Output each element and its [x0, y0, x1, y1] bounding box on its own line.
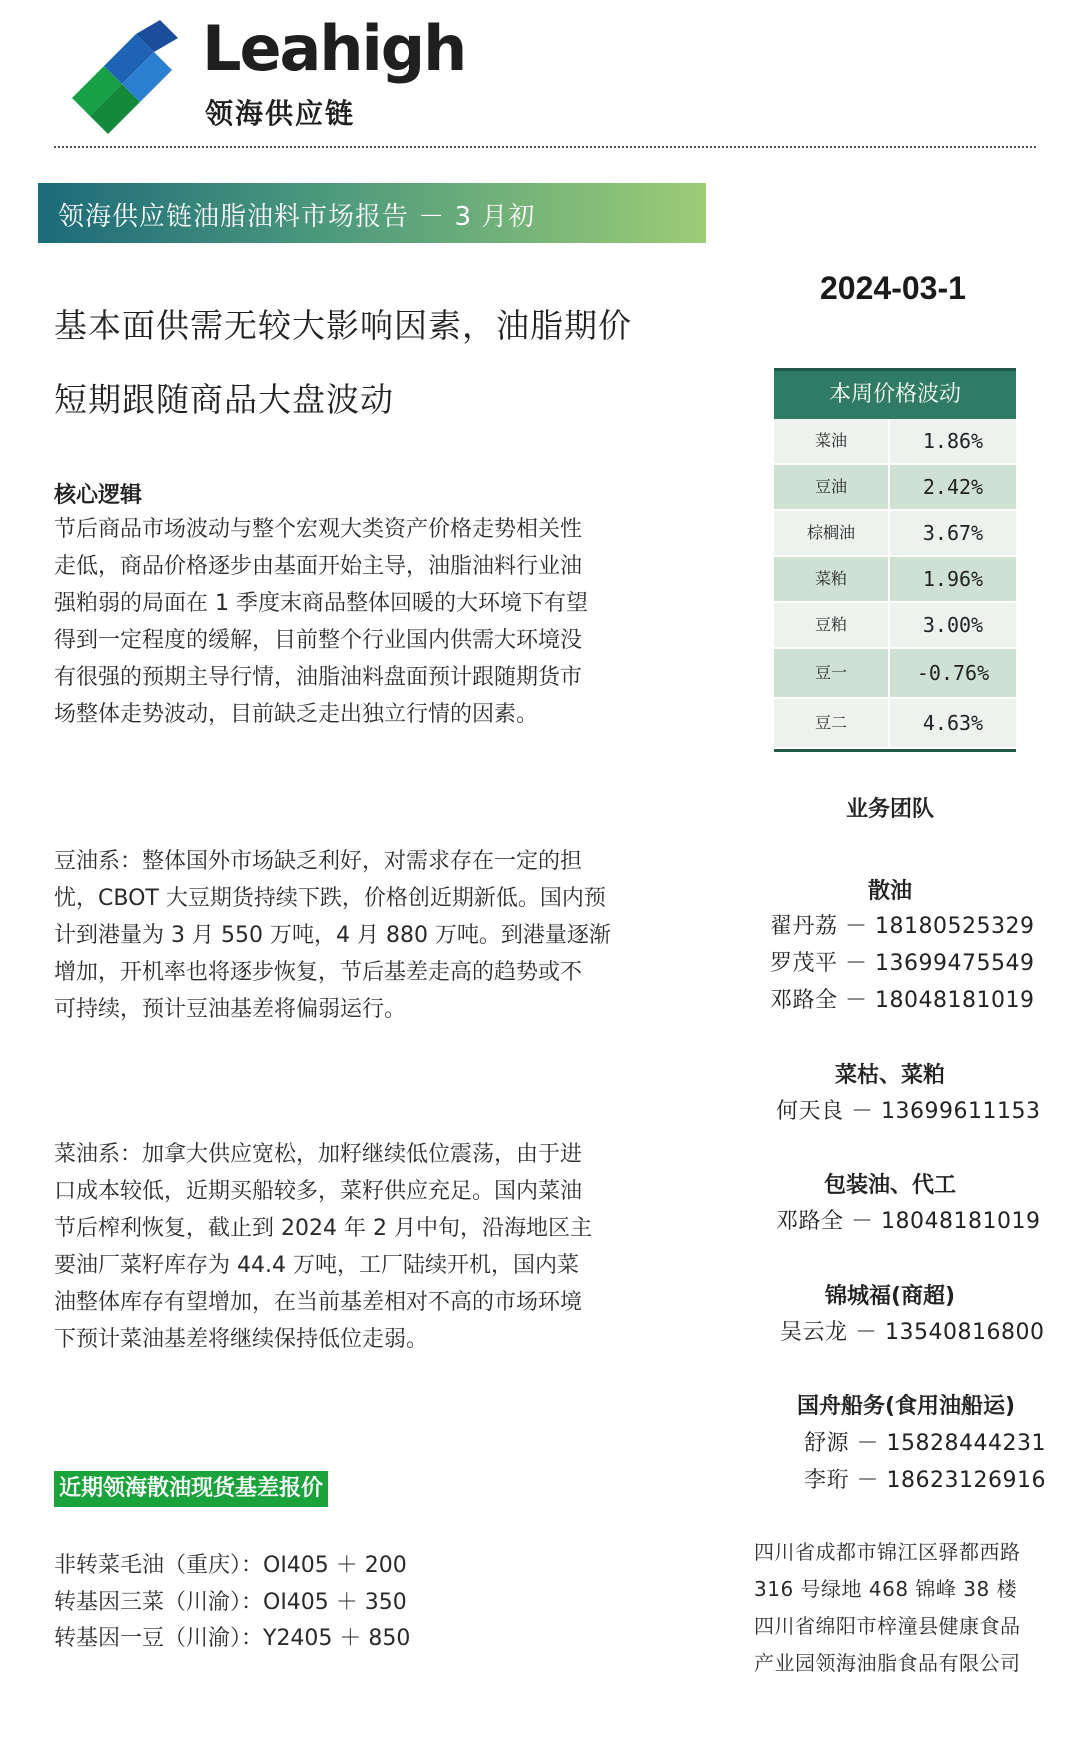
- text-line: 油整体库存有望增加，在当前基差相对不高的市场环境: [54, 1290, 583, 1315]
- price-change-value: 1.96%: [922, 567, 984, 591]
- contact-line: 何天良 － 13699611153: [776, 1099, 1041, 1124]
- commodity-name: 棕榈油: [774, 511, 890, 555]
- address-line: 四川省绵阳市梓潼县健康食品: [754, 1614, 1021, 1638]
- commodity-name: 菜油: [774, 419, 890, 463]
- basis-quote-line: 转基因三菜（川渝）：OI405 ＋ 350: [54, 1590, 407, 1615]
- price-change-table: [774, 368, 1016, 752]
- price-change-value: 1.86%: [922, 429, 984, 453]
- text-line: 计到港量为 3 月 550 万吨，4 月 880 万吨。到港量逐渐: [54, 923, 611, 948]
- table-row: [774, 649, 1016, 699]
- logo-wordmark: Leahigh: [202, 12, 466, 85]
- headline-line-2: 短期跟随商品大盘波动: [54, 380, 394, 419]
- rapeseed-oil-paragraph: [54, 1136, 654, 1358]
- text-line: 口成本较低，近期买船较多，菜籽供应充足。国内菜油: [54, 1179, 583, 1204]
- group-title: 锦城福(商超): [824, 1284, 956, 1309]
- commodity-name: 豆粕: [774, 603, 890, 647]
- text-line: 豆油系：整体国外市场缺乏利好，对需求存在一定的担: [54, 849, 583, 874]
- address-line: 四川省成都市锦江区驿都西路: [754, 1540, 1021, 1564]
- leahigh-logo-mark: [64, 20, 189, 140]
- headline-line-1: 基本面供需无较大影响因素，油脂期价: [54, 306, 632, 345]
- text-line: 要油厂菜籽库存为 44.4 万吨，工厂陆续开机，国内菜: [54, 1253, 579, 1278]
- contact-line: 翟丹荔 － 18180525329: [770, 914, 1035, 939]
- contact-line: 舒源 － 15828444231: [804, 1431, 1046, 1456]
- price-change-value: -0.76%: [916, 661, 990, 685]
- table-row: [774, 465, 1016, 511]
- contact-line: 吴云龙 － 13540816800: [780, 1320, 1045, 1345]
- price-change-value: 4.63%: [922, 711, 984, 735]
- logo-chinese-name: 领海供应链: [205, 97, 356, 130]
- team-title: 业务团队: [845, 797, 934, 822]
- table-bottom-rule: [774, 749, 1016, 752]
- group-title: 菜枯、菜粕: [834, 1063, 945, 1088]
- basis-quote-line: 非转菜毛油（重庆）：OI405 ＋ 200: [54, 1553, 407, 1578]
- text-line: 菜油系：加拿大供应宽松，加籽继续低位震荡，由于进: [54, 1142, 583, 1167]
- text-line: 走低，商品价格逐步由基面开始主导，油脂油料行业油: [54, 554, 583, 579]
- group-title: 国舟船务(食用油船运): [796, 1394, 1016, 1419]
- basis-quote-title: 近期领海散油现货基差报价: [54, 1471, 328, 1507]
- header-divider: [54, 146, 1036, 148]
- price-change-value: 3.00%: [922, 613, 984, 637]
- text-line: 下预计菜油基差将继续保持低位走弱。: [54, 1327, 429, 1352]
- commodity-name: 豆一: [774, 649, 890, 697]
- address-line: 产业园领海油脂食品有限公司: [754, 1651, 1021, 1675]
- price-change-value: 3.67%: [922, 521, 984, 545]
- text-line: 强粕弱的局面在 1 季度末商品整体回暖的大环境下有望: [54, 591, 588, 616]
- contact-line: 罗茂平 － 13699475549: [770, 951, 1035, 976]
- address-line: 316 号绿地 468 锦峰 38 楼: [754, 1577, 1018, 1601]
- contact-line: 邓路全 － 18048181019: [770, 988, 1035, 1013]
- text-line: 节后榨利恢复，截止到 2024 年 2 月中旬，沿海地区主: [54, 1216, 592, 1241]
- table-row: [774, 511, 1016, 557]
- contact-line: 李珩 － 18623126916: [804, 1468, 1046, 1493]
- report-date: 2024-03-1: [820, 270, 966, 306]
- price-change-value: 2.42%: [922, 475, 984, 499]
- text-line: 得到一定程度的缓解，目前整个行业国内供需大环境没: [54, 628, 583, 653]
- soy-oil-paragraph: [54, 843, 654, 1028]
- group-title: 包装油、代工: [823, 1173, 956, 1198]
- table-row: [774, 557, 1016, 603]
- text-line: 场整体走势波动，目前缺乏走出独立行情的因素。: [54, 702, 539, 727]
- core-logic-paragraph: [54, 511, 654, 733]
- text-line: 可持续，预计豆油基差将偏弱运行。: [54, 997, 407, 1022]
- commodity-name: 豆二: [774, 699, 890, 747]
- price-table-title: 本周价格波动: [774, 368, 1016, 419]
- table-row: [774, 419, 1016, 465]
- basis-quote-line: 转基因一豆（川渝）：Y2405 ＋ 850: [54, 1626, 411, 1651]
- text-line: 节后商品市场波动与整个宏观大类资产价格走势相关性: [54, 517, 583, 542]
- table-row: [774, 603, 1016, 649]
- table-row: [774, 699, 1016, 749]
- core-logic-title: 核心逻辑: [54, 483, 143, 508]
- group-title: 散油: [867, 879, 912, 904]
- commodity-name: 菜粕: [774, 557, 890, 601]
- commodity-name: 豆油: [774, 465, 890, 509]
- text-line: 增加，开机率也将逐步恢复，节后基差走高的趋势或不: [54, 960, 583, 985]
- contact-line: 邓路全 － 18048181019: [776, 1209, 1041, 1234]
- text-line: 忧，CBOT 大豆期货持续下跌，价格创近期新低。国内预: [54, 886, 606, 911]
- report-banner-title: 领海供应链油脂油料市场报告 － 3 月初: [58, 202, 536, 232]
- text-line: 有很强的预期主导行情，油脂油料盘面预计跟随期货市: [54, 665, 583, 690]
